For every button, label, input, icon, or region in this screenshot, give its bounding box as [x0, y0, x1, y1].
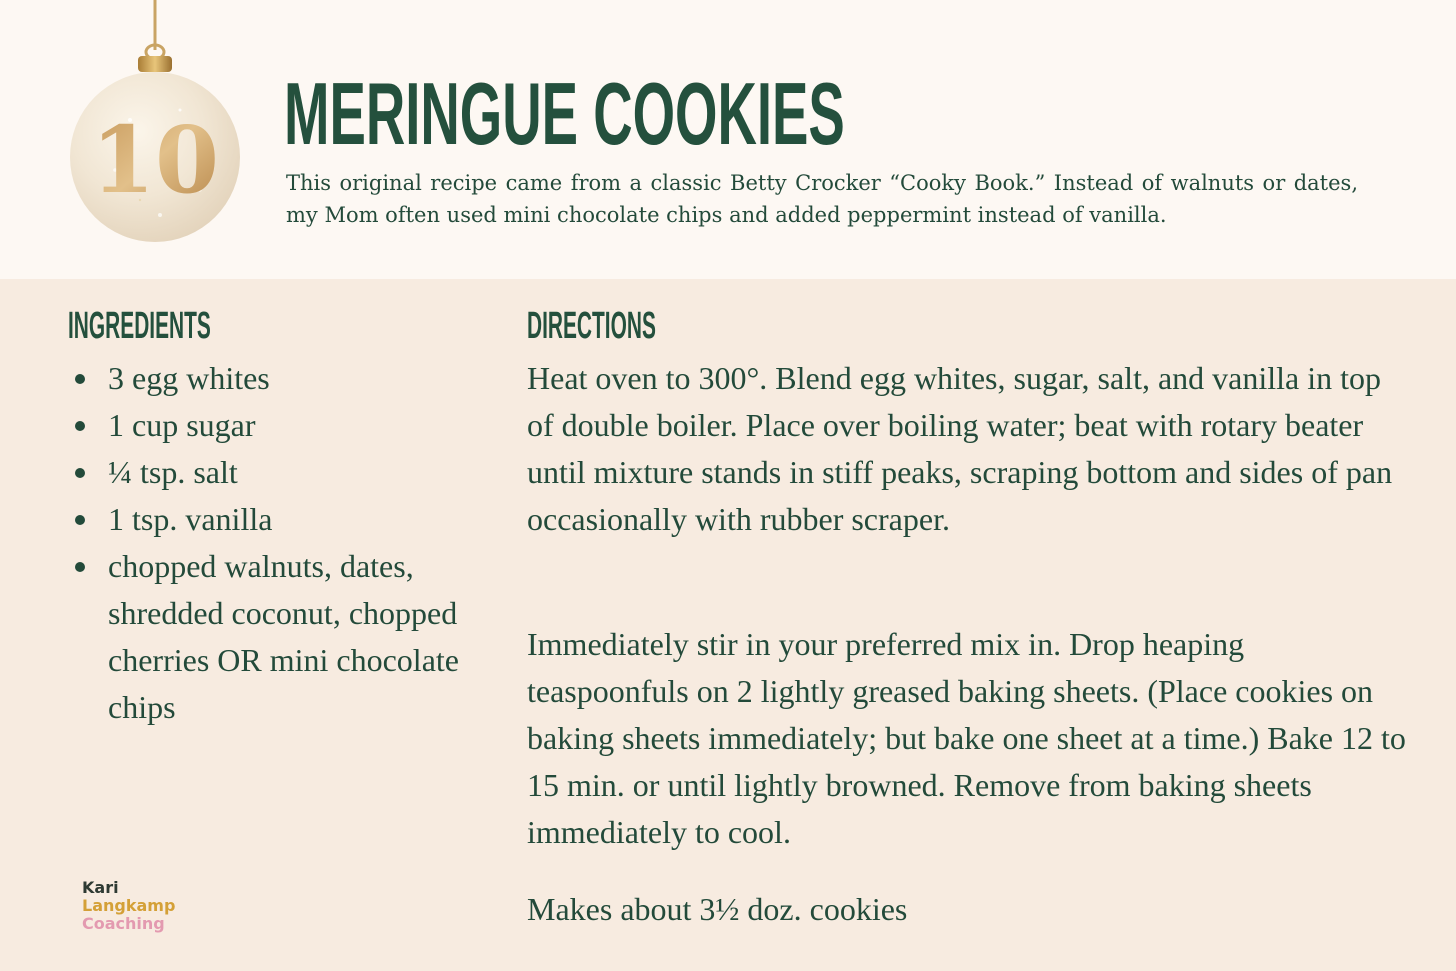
- brand-logo: [82, 879, 175, 933]
- bullet-icon: [75, 468, 85, 478]
- list-item: [70, 402, 490, 449]
- ingredient-text: 1 tsp. vanilla: [108, 501, 273, 537]
- ingredients-heading: INGREDIENTS: [68, 305, 211, 347]
- ornament-icon: [60, 0, 250, 250]
- list-item: [70, 355, 490, 402]
- list-item: [70, 449, 490, 496]
- page-title: MERINGUE COOKIES: [284, 64, 845, 163]
- bullet-icon: [75, 562, 85, 572]
- bullet-icon: [75, 421, 85, 431]
- bullet-icon: [75, 515, 85, 525]
- brand-line: Coaching: [82, 914, 165, 933]
- brand-line: Kari: [82, 878, 119, 897]
- intro-text: This original recipe came from a classic Betty Crocker “Cooky Book.” Instead of walnuts or dates, my Mom often used mini chocolate chips and added peppermint instead of vanilla.: [286, 171, 1358, 227]
- bullet-icon: [75, 374, 85, 384]
- ingredients-list: [70, 355, 490, 731]
- directions-heading: DIRECTIONS: [527, 305, 656, 347]
- list-item: [70, 496, 490, 543]
- directions-paragraph: Immediately stir in your preferred mix in. Drop heaping teaspoonfuls on 2 lightly greased baking sheets. (Place cookies on baking sheets immediately; but bake one sheet at a time.) Bake 12 to 15 min. or until lightly browned. Remove from baking sheets immediately to cool.: [527, 626, 1406, 850]
- brand-line: Langkamp: [82, 896, 176, 915]
- yield-text: Makes about 3½ doz. cookies: [527, 891, 908, 927]
- ingredient-text: 3 egg whites: [108, 360, 270, 396]
- directions-paragraph: Heat oven to 300°. Blend egg whites, sugar, salt, and vanilla in top of double boiler. Place over boiling water; beat with rotary beater until mixture stands in stiff peaks, scraping bottom and sides of pan occasionally with rubber scraper.: [527, 360, 1393, 537]
- ornament-number: 10: [90, 106, 220, 214]
- list-item: [70, 543, 468, 731]
- ingredient-text: ¼ tsp. salt: [108, 454, 238, 490]
- ingredient-text: 1 cup sugar: [108, 407, 256, 443]
- ingredient-text: chopped walnuts, dates, shredded coconut, chopped cherries OR mini chocolate chips: [108, 548, 459, 725]
